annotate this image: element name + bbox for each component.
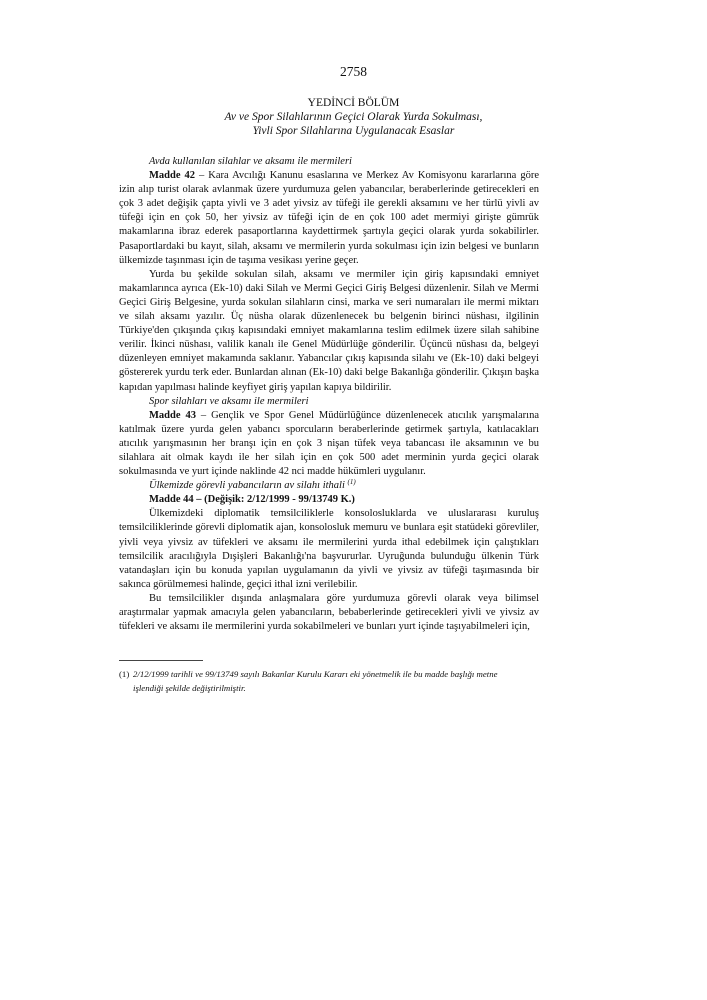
paragraph-text: – Gençlik ve Spor Genel Müdürlüğünce düzenlenecek atıcılık yarışmalarına katılmak üzere yurda gelen yabancı sporcuların beraberlerinde getirmek şartıyla, katılacakları atıcılık yarışmasının her branşı için en çok 3 nişan tüfek veya tabancası ile aksamının ve bu silahlara ait olmak kaydı ile her silah için en çok 500 adet merminin yurda geçici olarak sokulmasında ve yurt içinde naklinde 42 nci madde hükümleri uygulanır. [119,409,539,478]
article-44-label-line [119,493,539,507]
footnote [119,667,539,695]
footnote-reference: (1) [347,478,356,487]
article-42-paragraph-1 [119,169,539,268]
article-44-paragraph-2: Bu temsilcilikler dışında anlaşmalara göre yurdumuza görevli olarak veya bilimsel araştırmalar yapmak amacıyla gelen yabancıların, bebaberlerinde getirecekleri yivli ve yivsiz av tüfekleri ve aksamı ile mermilerini yurda sokabilmeleri ve bunları yurt içinde taşıyabilmeleri için, [119,592,539,633]
chapter-header [0,96,707,138]
article-44-paragraph-1: Ülkemizdeki diplomatik temsilciliklerle konsolosluklarda ve uluslararası kuruluş temsilciliklerinde görevli diplomatik ajan, konsolosluk memuru ve bunlara eşit statüdeki görevliler, yivli veya yivsiz av tüfekleri ve aksamı ile mermilerini yurda ithal edebilmek için çalıştıkları temsilcilik aracılığıyla Dışişleri Bakanlığı'na başvururlar. Uyruğunda bulunduğu ülkenin Türk vatandaşları için bu konuda yapılan uygulamanın da yivli ve yivsiz av tüfeği taşımasında bir sakınca görülmemesi halinde, geçici ithal izni verilebilir. [119,508,539,590]
section-heading [119,479,539,493]
footnote-divider [119,660,203,661]
article-label: Madde 43 [149,409,196,421]
chapter-subtitle-line1: Av ve Spor Silahlarının Geçici Olarak Yurda Sokulması, [224,111,483,123]
document-body [119,155,539,634]
footnote-text-line1: 2/12/1999 tarihli ve 99/13749 sayılı Bakanlar Kurulu Kararı eki yönetmelik ile bu madde başlığı metne [133,669,498,679]
chapter-subtitle-line2: Yivli Spor Silahlarına Uygulanacak Esaslar [252,125,455,137]
article-label: Madde 44 – (Değişik: 2/12/1999 - 99/13749 K.) [149,494,355,506]
footnote-label: (1) [119,669,130,679]
footnote-text-line2: işlendiği şekilde değiştirilmiştir. [133,683,246,693]
heading-text: Ülkemizde görevli yabancıların av silahı ithali [149,480,345,492]
paragraph-text: – Kara Avcılığı Kanunu esaslarına ve Merkez Av Komisyonu kararlarına göre izin alıp turist olarak avlanmak üzere yurdumuza gelen yabancılar, beraberlerinde getirecekleri en çok 3 adet değişik çapta yivli ve 3 adet yivsiz av tüfeği ile gerekli aksamını ve her türlü yivli av tüfeği için en çok 50, her yivsiz av tüfeği için de en çok 100 adet mermiyi girişte gümrük makamlarına ibraz ederek pasaportlarına kaydettirmek şartıyla geçici olarak yurda sokabilirler. Pasaportlardaki bu kayıt, silah, aksamı ve mermilerin yurda sokulması için izin belgesi ve bunların ülkemizde taşınması için de taşıma vesikası yerine geçer. [119,170,540,266]
chapter-title: YEDİNCİ BÖLÜM [307,97,400,109]
section-heading: Avda kullanılan silahlar ve aksamı ile mermileri [149,156,352,167]
article-label: Madde 42 [149,170,196,182]
section-heading: Spor silahları ve aksamı ile mermileri [149,395,309,407]
page-number: 2758 [340,64,367,79]
article-42-paragraph-2: Yurda bu şekilde sokulan silah, aksamı ve mermiler için giriş kapısındaki emniyet makamlarınca ayrıca (Ek-10) daki Silah ve Mermi Geçici Giriş Belgesi düzenlenir. Silah ve Mermi Geçici Giriş Belgesine, yurda sokulan silahların cinsi, marka ve seri numaraları ile mermi miktarı ve silah aksamı yazılır. Üç nüsha olarak düzenlenecek bu belgenin birinci nüshası, ilgilinin Türkiye'den çıkışında çıkış kapısındaki emniyet makamlarına teslim edilmek üzere silah sahibine verilir. İkinci nüshası, valilik kanalı ile Genel Müdürlüğe gönderilir. Üçüncü nüshası da, belgeyi düzenleyen emniyet makamında saklanır. Yabancılar çıkış kapısında silahı ve (Ek-10) daki belgeyi göstererek yurdu terk eder. Bunlardan alınan (Ek-10) daki belge Bakanlığa gönderilir. Çıkışın başka kapıdan yapılması halinde keyfiyet giriş yapılan kapıya bildirilir. [119,268,539,393]
article-43-paragraph-1 [119,409,539,479]
